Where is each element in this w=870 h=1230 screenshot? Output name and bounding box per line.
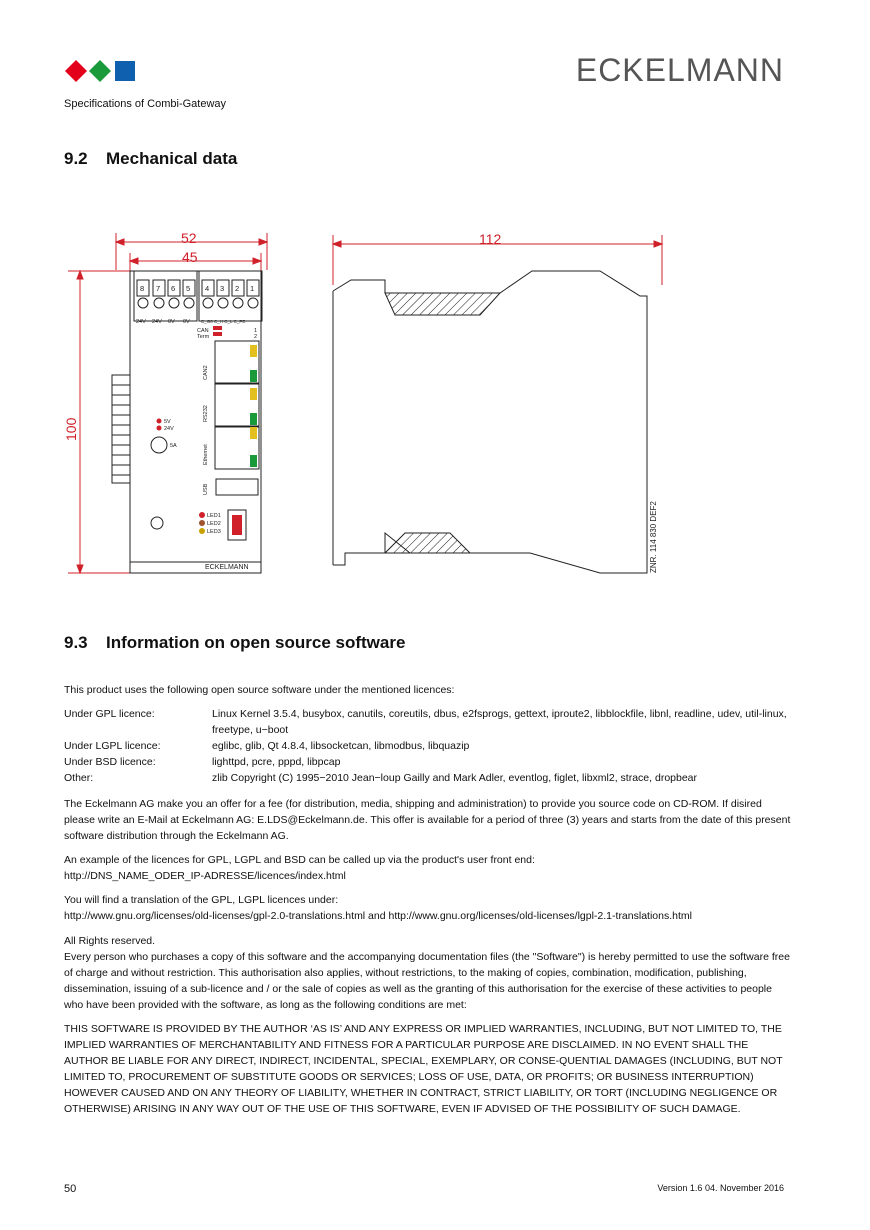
rights-paragraph: Every person who purchases a copy of this software and the accompanying documentation files (the "Software") is hereby permitted to use the software free of charge and without restriction. This authorisation also applies, without restrictions, to the making of copies, combination, modification, publishing, dissemination, issuing of a sub-licence and / or the sale of copies as well as the granting of this authorisation for the exercise of these activities to people who have been provided with the software, as long as the following conditions are met:: [64, 951, 790, 1011]
mechanical-drawing: [0, 225, 870, 575]
port-rs232-label: RS232: [203, 405, 209, 422]
terminal-3: 3: [220, 284, 225, 293]
switch-1-label: 1: [254, 328, 258, 334]
section-heading-open-source: 9.3 Information on open source software: [64, 633, 406, 652]
port-usb-label: USB: [203, 483, 209, 495]
terminal-4: 4: [205, 284, 210, 293]
header-subtitle: Specifications of Combi-Gateway: [64, 98, 227, 110]
dim-112: 112: [479, 231, 502, 247]
led3-label: LED3: [207, 529, 221, 535]
terminal-1: 1: [250, 284, 255, 293]
translation-urls: http://www.gnu.org/licenses/old-licenses/gpl-2.0-translations.html and http://www.gnu.org/licenses/old-licenses/lgpl-2.1-translations.html: [64, 910, 692, 922]
disclaimer-paragraph: THIS SOFTWARE IS PROVIDED BY THE AUTHOR ‘AS IS’ AND ANY EXPRESS OR IMPLIED WARRANTIES, INCLUDING, BUT NOT LIMITED TO, THE IMPLIED WARRANTIES OF MERCHANTABILITY AND FITNESS FOR A PARTICULAR PURPOSE ARE DISCLAIMED. IN NO EVENT SHALL THE AUTHOR BE LIABLE FOR ANY DIRECT, INDIRECT, INCIDENTAL, SPECIAL, EXEMPLARY, OR CONSE-QUENTIAL DAMAGES (INCLUDING, BUT NOT LIMITED TO, PROCUREMENT OF SUBSTITUTE GOODS OR SERVICES; LOSS OF USE, DATA, OR PROFITS; OR BUSINESS INTERRUPTION) HOWEVER CAUSED AND ON ANY THEORY OF LIABILITY, WHETHER IN CONTRACT, STRICT LIABILITY, OR TORT (INCLUDING NEGLIGENCE OR OTHERWISE) ARISING IN ANY WAY OUT OF THE USE OF THIS SOFTWARE, EVEN IF ADVISED OF THE POSSIBILITY OF SUCH DAMAGE.: [64, 1023, 783, 1115]
terminal-label-0v-b: 0V: [183, 319, 190, 325]
company-logo: [64, 58, 136, 84]
port-can2-label: CAN2: [203, 365, 209, 380]
terminal-5: 5: [186, 284, 191, 293]
example-paragraph: An example of the licences for GPL, LGPL and BSD can be called up via the product's user front end:: [64, 854, 535, 866]
version-info: Version 1.6 04. November 2016: [657, 1183, 784, 1193]
brand-wordmark: ECKELMANN: [575, 52, 784, 88]
dim-52: 52: [181, 230, 197, 246]
led-5v-label: 5V: [164, 419, 171, 425]
drawing-id: ZNR. 114 830 DEF2: [649, 501, 658, 573]
terminal-8: 8: [140, 284, 145, 293]
example-url: http://DNS_NAME_ODER_IP-ADRESSE/licences/index.html: [64, 870, 346, 882]
terminal-label-can: C_G0 C_H C_L C_PE: [201, 319, 246, 324]
terminal-label-0v-a: 0V: [168, 319, 175, 325]
translation-paragraph: You will find a translation of the GPL, LGPL licences under:: [64, 894, 339, 906]
licence-row-gpl: Under GPL licence: Linux Kernel 3.5.4, busybox, canutils, coreutils, dbus, e2fsprogs, gettext, iproute2, libblockfile, libnl, readline, udev, util-linux, freetype, u−boot: [64, 708, 787, 736]
licence-row-lgpl: Under LGPL licence: eglibc, glib, Qt 4.8.4, libsocketcan, libmodbus, libquazip: [64, 740, 470, 752]
terminal-2: 2: [235, 284, 240, 293]
device-brand: ECKELMANN: [205, 564, 249, 571]
switch-2-label: 2: [254, 334, 258, 340]
page-number: 50: [64, 1183, 77, 1195]
intro-text: This product uses the following open source software under the mentioned licences:: [64, 684, 455, 696]
led2-label: LED2: [207, 521, 221, 527]
can-label: CAN: [197, 328, 209, 334]
licence-row-bsd: Under BSD licence: lighttpd, pcre, pppd, libpcap: [64, 756, 341, 768]
terminal-label-24v-b: 24V: [152, 319, 162, 325]
fuse-label: 5A: [170, 443, 177, 449]
terminal-label-24v-a: 24V: [136, 319, 146, 325]
dim-100: 100: [63, 417, 79, 441]
led-24v-label: 24V: [164, 426, 174, 432]
terminal-7: 7: [156, 284, 161, 293]
terminal-6: 6: [171, 284, 176, 293]
offer-paragraph: The Eckelmann AG make you an offer for a fee (for distribution, media, shipping and administration) to provide you source code on CD-ROM. If disired please write an E-Mail at Eckelmann AG: E.LDS@Eckelmann.de. This offer is available for a period of three (3) years and starts from the date of this present software distribution through the Eckelmann AG.: [64, 798, 791, 842]
port-ethernet-label: Ethernet: [203, 444, 209, 465]
term-label: Term: [197, 334, 210, 340]
rights-title: All Rights reserved.: [64, 935, 156, 947]
led1-label: LED1: [207, 513, 221, 519]
licence-row-other: Other: zlib Copyright (C) 1995−2010 Jean−loup Gailly and Mark Adler, eventlog, figlet, libxml2, strace, dropbear: [64, 772, 698, 784]
dim-45: 45: [182, 249, 198, 265]
section-heading-mechanical: 9.2 Mechanical data: [64, 149, 238, 168]
